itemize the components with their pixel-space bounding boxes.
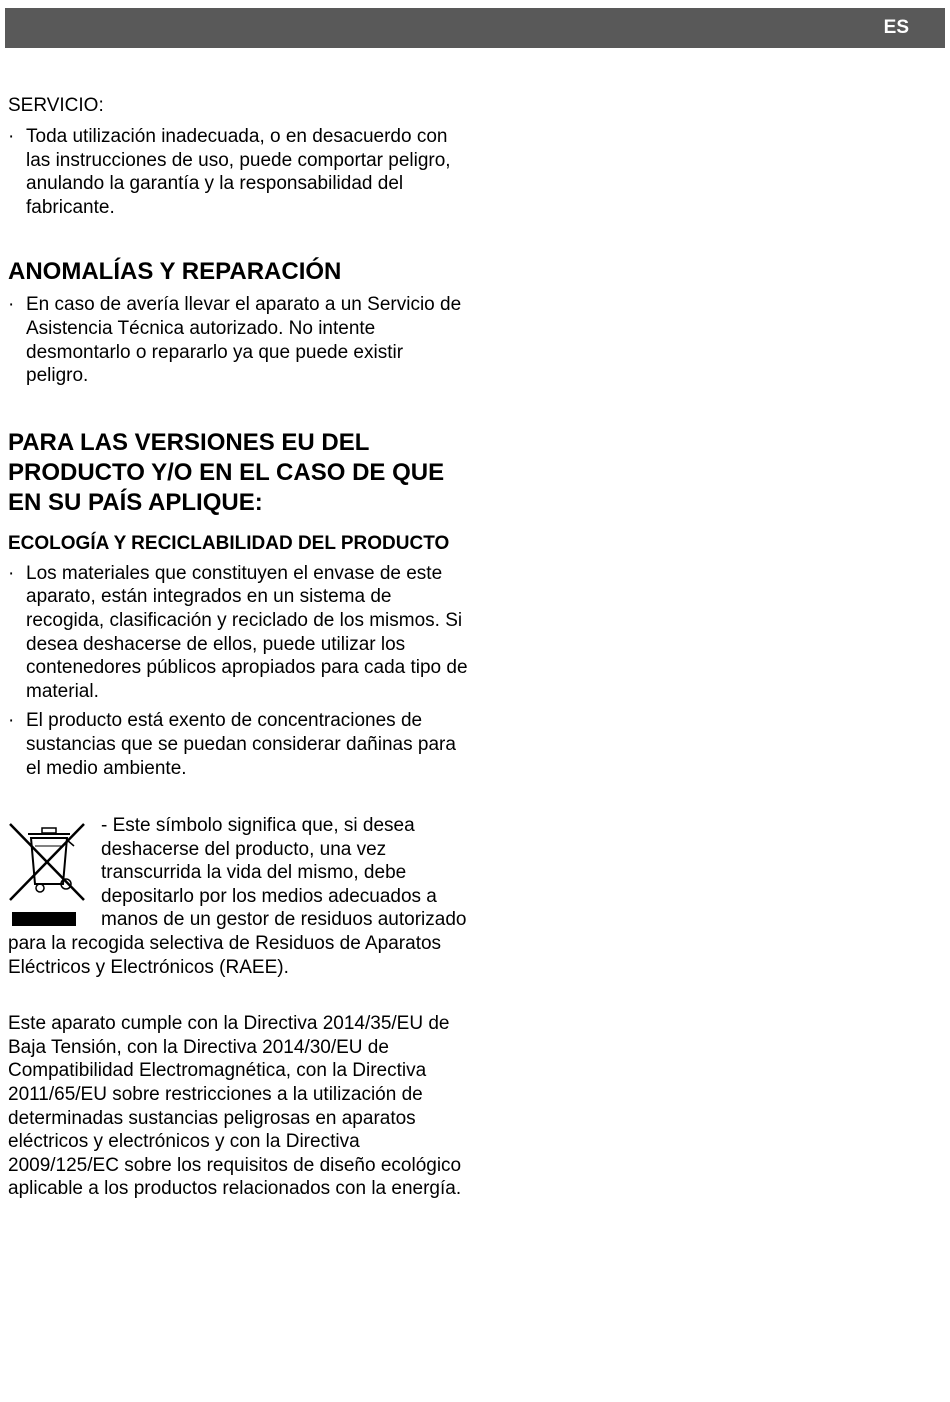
list-item — [8, 562, 468, 704]
list-item — [8, 709, 468, 780]
eco-list — [8, 562, 468, 780]
list-item-text: En caso de avería llevar el aparato a un Servicio de Asistencia Técnica autorizado. No intente desmontarlo o repararlo ya que puede existir peligro. — [26, 294, 462, 387]
eco-subheading: ECOLOGÍA Y RECICLABILIDAD DEL PRODUCTO — [8, 532, 450, 554]
header-bar — [5, 8, 945, 48]
bullet-icon: · — [8, 562, 15, 584]
directive-text: Este aparato cumple con la Directiva 2014/35/EU de Baja Tensión, con la Directiva 2014/30/EU de Compatibilidad Electromagnética, con la Directiva 2011/65/EU sobre restricciones a la utilización de determinadas sustancias peligrosas en aparatos eléctricos y electrónicos y con la Directiva 2009/125/EC sobre los requisitos de diseño ecológico aplicable a los productos relacionados con la energía. — [8, 1013, 462, 1200]
list-item-text: Toda utilización inadecuada, o en desacuerdo con las instrucciones de uso, puede comportar peligro, anulando la garantía y la responsabilidad del fabricante. — [26, 126, 451, 218]
bullet-icon: · — [8, 710, 15, 732]
anomalias-title: ANOMALÍAS Y REPARACIÓN — [8, 258, 342, 286]
language-label: ES — [883, 17, 909, 38]
list-item-text: Los materiales que constituyen el envase de este aparato, están integrados en un sistema de recogida, clasificación y reciclado de los mismos. Si desea deshacerse de ellos, puede utilizar los contenedores públicos apropiados para cada tipo de material. — [26, 562, 468, 702]
anomalias-list — [8, 293, 468, 387]
bullet-icon: · — [8, 126, 15, 147]
list-item-text: El producto está exento de concentraciones de sustancias que se puedan considerar dañinas para el medio ambiente. — [26, 710, 456, 779]
page-content — [8, 94, 468, 1201]
list-item — [8, 293, 468, 387]
servicio-title: SERVICIO: — [8, 95, 104, 116]
eu-title: PARA LAS VERSIONES EU DEL PRODUCTO Y/O EN EL CASO DE QUE EN SU PAÍS APLIQUE: — [8, 428, 445, 516]
list-item — [8, 125, 468, 219]
crossed-out-wheelie-bin-icon — [8, 816, 90, 928]
servicio-list — [8, 125, 468, 219]
weee-block — [8, 814, 468, 979]
weee-text: - Este símbolo significa que, si desea deshacerse del producto, una vez transcurrida la vida del mismo, debe depositarlo por los medios adecuados a manos de un gestor de residuos autorizado para la recogida selectiva de Residuos de Aparatos Eléctricos y Electrónicos (RAEE). — [8, 815, 467, 978]
bullet-icon: · — [8, 294, 15, 316]
